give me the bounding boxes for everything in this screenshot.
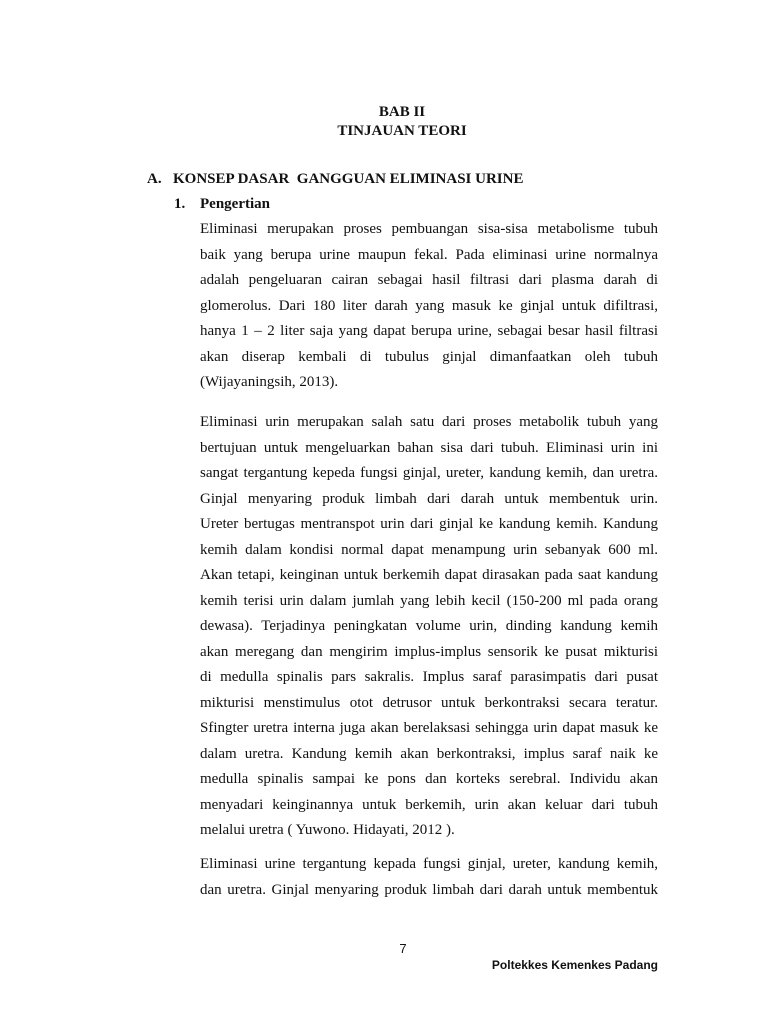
footer-institution: Poltekkes Kemenkes Padang [491,958,658,972]
paragraph-line: dalam uretra. Kandung kemih akan berkontraksi, implus saraf naik ke [200,745,658,762]
paragraph-line: sangat tergantung kepeda fungsi ginjal, ureter, kandung kemih, dan uretra. [200,465,658,481]
paragraph-line: akan diserap kembali di tubulus ginjal dimanfaatkan oleh tubuh [200,348,658,365]
paragraph-line: mikturisi menstimulus otot detrusor untuk berkontraksi secara teratur. [200,694,658,711]
chapter-number: BAB II [378,104,426,120]
paragraph-line: hanya 1 – 2 liter saja yang dapat berupa urine, sebagai besar hasil filtrasi [200,323,658,339]
paragraph-line: glomerolus. Dari 180 liter darah yang masuk ke ginjal untuk difiltrasi, [200,297,658,314]
subsection-heading [174,195,270,213]
paragraph-line: (Wijayaningsih, 2013). [200,374,339,390]
paragraph-line: di medulla spinalis pars sakralis. Implus saraf parasimpatis dari pusat [200,669,658,685]
page-number: 7 [399,941,407,956]
paragraph-line: baik yang berupa urine maupun fekal. Pada eliminasi urine normalnya [200,246,658,263]
chapter-title: TINJAUAN TEORI [337,123,467,139]
section-title: KONSEP DASAR GANGGUAN ELIMINASI URINE [173,171,524,187]
paragraph-line: menyadari keinginannya untuk berkemih, urin akan keluar dari tubuh [200,796,658,813]
paragraph-line: Eliminasi merupakan proses pembuangan sisa-sisa metabolisme tubuh [200,221,658,237]
paragraph-3 [200,852,658,903]
paragraph-line: dan uretra. Ginjal menyaring produk limbah dari darah untuk membentuk [200,881,658,898]
paragraph-1 [200,217,658,396]
subsection-number: 1. [174,196,186,212]
paragraph-line: kemih dalam kondisi normal dapat menampung urin sebanyak 600 ml. [200,541,658,558]
paragraph-line: medulla spinalis sampai ke pons dan korteks serebral. Individu akan [200,771,658,787]
paragraph-line: kemih terisi urin dalam jumlah yang lebih kecil (150-200 ml pada orang [200,592,658,609]
paragraph-line: Ginjal menyaring produk limbah dari darah untuk membentuk urin. [200,490,658,507]
paragraph-line: Akan tetapi, keinginan untuk berkemih dapat dirasakan pada saat kandung [200,567,658,583]
paragraph-line: Eliminasi urin merupakan salah satu dari proses metabolik tubuh yang [200,414,658,430]
paragraph-line: Sfingter uretra interna juga akan berelaksasi sehingga urin dapat masuk ke [200,720,658,736]
subsection-title: Pengertian [200,196,270,212]
paragraph-line: adalah pengeluaran cairan sebagai hasil filtrasi dari plasma darah di [200,272,658,288]
paragraph-line: Eliminasi urine tergantung kepada fungsi ginjal, ureter, kandung kemih, [200,856,658,872]
paragraph-2 [200,410,658,844]
section-heading [147,170,523,188]
paragraph-line: akan meregang dan mengirim implus-implus sensorik ke pusat mikturisi [200,643,658,660]
section-letter: A. [147,171,162,187]
paragraph-line: dewasa). Terjadinya peningkatan volume urin, dinding kandung kemih [200,618,658,634]
paragraph-line: Ureter bertugas mentranspot urin dari ginjal ke kandung kemih. Kandung [200,516,658,532]
paragraph-line: melalui uretra ( Yuwono. Hidayati, 2012 ). [200,822,455,838]
paragraph-line: bertujuan untuk mengeluarkan bahan sisa dari tubuh. Eliminasi urin ini [200,439,658,456]
